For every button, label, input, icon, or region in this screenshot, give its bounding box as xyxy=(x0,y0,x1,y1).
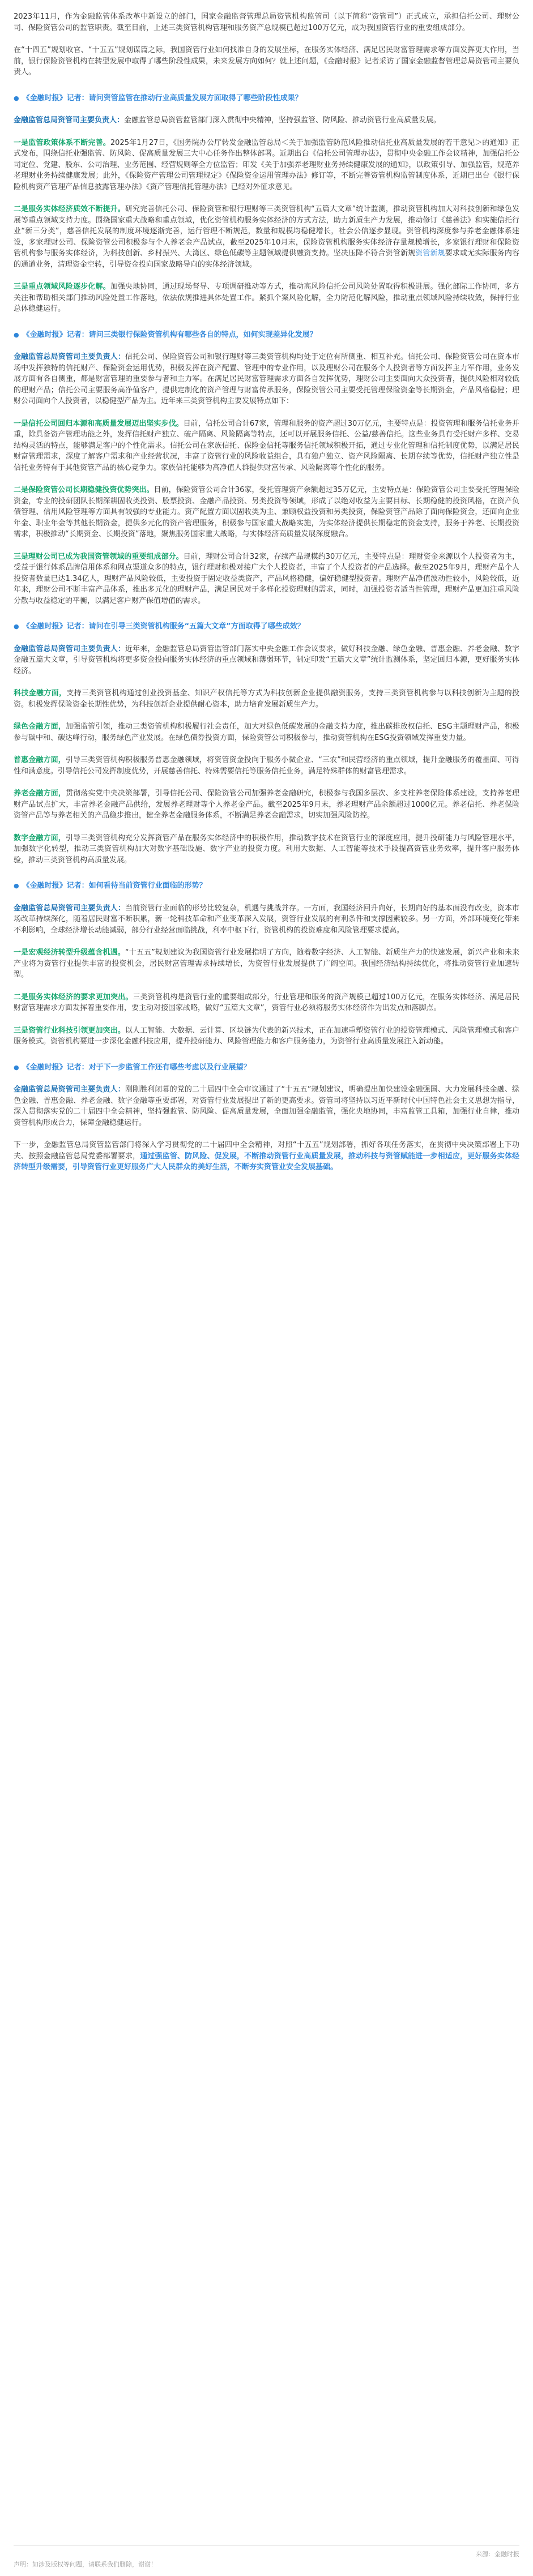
question-5 xyxy=(14,1062,519,1073)
bullet-icon: ● xyxy=(14,623,19,630)
article-body xyxy=(0,0,533,1173)
question-2-text: 《金融时报》记者：请问三类银行保险资管机构有哪些各自的特点，如何实现差异化发展？ xyxy=(22,330,317,339)
paragraph-5-lead: 二是保险资管公司长期稳健投资优势突出。 xyxy=(14,486,154,494)
paragraph-11-text: 引导三类资管机构充分发挥资管产品在服务实体经济中的积极作用，推动数字技术在资管行业的深度应用，提升投研能力与风险管理水平，加强数字化转型，推动三类资管机构加大对数字基础设施、数字产业的投资力度。利用大数据、人工智能等技术手段提高资管业务效率，提升客户服务体验，推动三类资管机构高质量发展。 xyxy=(14,833,519,865)
paragraph-13 xyxy=(14,992,519,1014)
paragraph-12-lead: 一是宏观经济转型升级蕴含机遇。 xyxy=(14,948,125,957)
paragraph-14-text: 以人工智能、大数据、云计算、区块链为代表的新兴技术，正在加速重塑资管行业的投资管理模式、风险管理模式和客户服务模式。资管机构要进一步深化金融科技应用，提升投研能力、风险管理能力和客户服务能力，为资管行业高质量发展注入新动能。 xyxy=(14,1026,519,1046)
paragraph-8-text: 加强监管引领，推动三类资管机构积极履行社会责任，加大对绿色低碳发展的金融支持力度，推出碳排放权信托、ESG主题理财产品，积极参与碳中和、碳达峰行动，服务绿色产业发展。在绿色债券投资方面，保险资管公司积极参与，推动资管机构在ESG投资领域发挥重要力量。 xyxy=(14,722,519,742)
answer-3-text: 近年来，金融监管总局资管监管部门落实中央金融工作会议要求，做好科技金融、绿色金融、普惠金融、养老金融、数字金融五篇大文章，引导资管机构将更多资金投向服务实体经济的重点领域和薄弱环节，制定印发“五篇大文章”统计监测体系，坚定回归本源，更好服务实体经济。 xyxy=(14,644,519,675)
paragraph-7-lead: 科技金融方面， xyxy=(14,689,67,698)
answer-5 xyxy=(14,1084,519,1128)
source-credit: 来源：金融时报 xyxy=(476,2551,519,2558)
question-1 xyxy=(14,93,519,104)
paragraph-15-text: 下一步，金融监管总局资管监管部门将深入学习贯彻党的二十届四中全会精神，对照“十五五”规划部署，抓好各项任务落实，在贯彻中央决策部署上下功夫、按照金融监管总局党委部署要求， xyxy=(14,1141,519,1161)
paragraph-5 xyxy=(14,485,519,540)
question-3 xyxy=(14,621,519,632)
copyright-notice: 声明：如涉及版权等问题，请联系我们删除，谢谢！ xyxy=(14,2561,157,2568)
answer-3-role: 金融监管总局资管司主要负责人： xyxy=(14,644,126,653)
paragraph-1-lead: 一是监管政策体系不断完善。 xyxy=(14,138,110,147)
intro-paragraph-1: 2023年11月，作为金融监管体系改革中新设立的部门，国家金融监督管理总局资管机构监管司（以下简称“资管司”）正式成立，承担信托公司、理财公司、保险资管公司的监管职责。截至目前，上述三类资管机构管理和服务资产总规模已超过100万亿元，成为我国资管行业的重要组成部分。 xyxy=(14,12,519,32)
paragraph-11-lead: 数字金融方面， xyxy=(14,833,66,842)
paragraph-14 xyxy=(14,1025,519,1047)
paragraph-2-lead: 二是服务实体经济质效不断提升。 xyxy=(14,205,125,213)
paragraph-2-text: 研究完善信托公司、保险资管和银行理财等三类资管机构“五篇大文章”统计监测，推动资管机构加大对科技创新和绿色发展等重点领域支持力度。围绕国家重大战略和重点领域，优化资管机构服务实体经济的方式方法，助力新质生产力发展，推动修订《慈善法》和实施信托行业“新三分类”，慈善信托发展的制度环境逐渐完善，运行管理不断规范，数量和规模均稳健增长，社会公信逐步显现。资管机构深度参与养老金融体系建设，多家理财公司、保险资管公司积极参与个人养老金产品试点，截至2025年10月末，保险资管机构服务实体经济存量规模增长，多家银行理财和保险资管机构参与服务实体经济，为科技创新、乡村振兴、大湾区、绿色低碳等主题领域提供融资支持。坚决压降不符合资管新规 xyxy=(14,205,519,258)
answer-2-role: 金融监管总局资管司主要负责人： xyxy=(14,353,126,361)
paragraph-3-lead: 三是重点领域风险逐步化解。 xyxy=(14,283,110,291)
paragraph-15 xyxy=(14,1140,519,1173)
paragraph-14-lead: 三是资管行业科技引领更加突出。 xyxy=(14,1026,126,1035)
paragraph-4-lead: 一是信托公司回归本源和高质量发展迈出坚实步伐。 xyxy=(14,419,184,428)
paragraph-5-text: 目前，保险资管公司合计36家，受托管理资产余额超过35万亿元，主要特点是：保险资管公司主要受托管理保险资金，专业的投研团队长期深耕固收类投资、股票投资、金融产品投资、另类投资等领域，形成了以绝对收益为主要目标、长期稳健的投资风格，在资产负债管理、信用风险管理等方面具有较强的专业能力。资产配置方面以固收类为主、兼顾权益投资和另类投资，保险资管产品除了面向保险资金，还面向企业年金、职业年金等其他长期资金，提供多元化的资产管理服务，积极参与国家重大战略实施，为实体经济提供长期稳定的资金支持，服务于养老、长期投资需求，积极推动“长期资金、长期投资”落地，聚焦服务国家重大战略，与实体经济高质量发展深度融合。 xyxy=(14,486,519,538)
answer-1-text: 金融监管总局资管监管部门深入贯彻中央精神，坚持强监管、防风险、推动资管行业高质量发展。 xyxy=(124,116,441,125)
answer-5-role: 金融监管总局资管司主要负责人： xyxy=(14,1085,125,1094)
paragraph-8-lead: 绿色金融方面， xyxy=(14,722,66,731)
paragraph-15-highlight: 通过强监管、防风险、促发展，不断推动资管行业高质量发展，推动科技与资管赋能进一步相适应，更好服务实体经济转型升级需要，引导资管行业更好服务广大人民群众的美好生活，不断夯实资管业安全发展基础。 xyxy=(14,1152,519,1171)
paragraph-9-text: 引导三类资管机构积极服务普惠金融领域，将资管资金投向于服务小微企业、“三农”和民营经济的重点领域，提升金融服务的覆盖面、可得性和满意度。引导信托公司发挥制度优势，开展慈善信托、特殊需要信托等服务信托业务，满足特殊群体的财富管理需求。 xyxy=(14,756,519,776)
bullet-icon: ● xyxy=(14,882,19,889)
paragraph-6 xyxy=(14,551,519,607)
footer-divider xyxy=(14,2545,519,2546)
answer-4-role: 金融监管总局资管司主要负责人： xyxy=(14,904,126,913)
paragraph-3-text: 加强央地协同，通过现场督导、专项调研推动等方式，推动高风险信托公司风险处置取得积极进展。强化部际工作协同，多方关注和帮助相关部门推动风险处置工作落地，依法依规推进具体处置工作。紧抓个案风险化解，全力防范化解风险，推动重点领域风险持续收敛，保持行业总体稳健运行。 xyxy=(14,283,519,313)
paragraph-13-lead: 二是服务实体经济的要求更加突出。 xyxy=(14,992,133,1002)
paragraph-9 xyxy=(14,755,519,777)
paragraph-11 xyxy=(14,833,519,866)
paragraph-1 xyxy=(14,138,519,193)
paragraph-7-text: 支持三类资管机构通过创业投资基金、知识产权信托等方式为科技创新企业提供融资服务，支持三类资管机构参与以科技创新为主题的投资。积极发挥保险资金长期性优势，为科技创新企业提供耐心资本，助力培育发展新质生产力。 xyxy=(14,689,519,709)
paragraph-10 xyxy=(14,788,519,821)
question-4 xyxy=(14,880,519,892)
answer-1 xyxy=(14,115,519,126)
article-footer xyxy=(14,2545,519,2571)
question-5-text: 《金融时报》记者：对于下一步监管工作还有哪些考虑以及行业展望？ xyxy=(22,1063,251,1072)
bullet-icon: ● xyxy=(14,331,19,339)
paragraph-6-lead: 三是理财公司已成为我国资管领域的重要组成部分。 xyxy=(14,552,184,561)
paragraph-12-text: “十五五”规划建议为我国资管行业发展指明了方向，随着数字经济、人工智能、新质生产力的快速发展，新兴产业和未来产业将为资管行业提供丰富的投资机会，居民财富管理需求持续增长，为资管行业发展提供了广阔空间。我国经济结构持续优化，将推动资管行业加速转型。 xyxy=(14,948,519,979)
regulation-link[interactable]: 资管新规 xyxy=(415,249,445,258)
paragraph-12 xyxy=(14,947,519,981)
paragraph-2-tail: 要求或无实际服务内容的通道业务，清理资金空转，引导资金投向国家战略导向的实体经济领域。 xyxy=(14,249,519,269)
answer-2 xyxy=(14,352,519,407)
answer-5-text: 刚刚胜利闭幕的党的二十届四中全会审议通过了“十五五”规划建议，明确提出加快建设金融强国、大力发展科技金融、绿色金融、普惠金融、养老金融、数字金融等重要部署，对资管行业发展提出了新的更高要求。资管司将坚持以习近平新时代中国特色社会主义思想为指导，深入贯彻落实党的二十届四中全会精神，坚持强监管、防风险、促高质量发展，全面加强金融监管，强化央地协同，丰富监管工具箱，加强行业自律，推动资管机构形成合力，保障金融稳健运行。 xyxy=(14,1085,519,1127)
question-4-text: 《金融时报》记者：如何看待当前资管行业面临的形势？ xyxy=(22,882,207,890)
bullet-icon: ● xyxy=(14,94,19,102)
paragraph-10-text: 贯彻落实党中央决策部署，引导信托公司、保险资管公司加强养老金融研究，积极参与我国多层次、多支柱养老保险体系建设，支持养老理财产品试点扩大，丰富养老金融产品供给，发展养老理财等个人养老金产品。截至2025年9月末，养老理财产品余额超过1000亿元。养老信托、养老保险资管产品等与养老相关的产品稳步推出，健全养老金融服务体系，不断满足养老金融需求，切实加强风险防控。 xyxy=(14,789,519,820)
answer-4 xyxy=(14,903,519,936)
paragraph-7 xyxy=(14,688,519,710)
paragraph-3 xyxy=(14,281,519,315)
paragraph-13-text: 三类资管机构是资管行业的重要组成部分，行业管理和服务的资产规模已超过100万亿元，在服务实体经济、满足居民财富管理需求方面发挥着重要作用，要主动对接国家战略，做好“五篇大文章”，资管行业必须将服务实体经济作为出发点和落脚点。 xyxy=(14,992,519,1012)
paragraph-1-text: 2025年1月27日，《国务院办公厅转发金融监管总局＜关于加强监管防范风险推动信托业高质量发展的若干意见＞的通知》正式发布，围绕信托业强监管、防风险、促高质量发展三大中心任务作出整体部署。近期出台《信托公司管理办法》，贯彻中央金融工作会议精神，加强信托公司定位、党建、股东、公司治理、业务范围、经营规则等全方位监管；印发《关于加强养老理财业务持续健康发展的通知》，以政策引导、加强监管，规范养老理财业务持续健康发展；此外，《保险资产管理公司管理规定》《保险资金运用管理办法》修订等，不断完善资管机构监管制度体系，近期已出台《银行保险机构资产管理产品信息披露管理办法》《资产管理信托管理办法》已经对外征求意见。 xyxy=(14,138,519,191)
paragraph-2 xyxy=(14,204,519,270)
answer-1-role: 金融监管总局资管司主要负责人： xyxy=(14,116,125,125)
question-2 xyxy=(14,330,519,341)
paragraph-6-text: 目前，理财公司合计32家，存续产品规模约30万亿元，主要特点是：理财资金来源以个人投资者为主，受益于银行体系品牌信用体系和网点渠道众多的特点，银行理财积极对接广大个人投资者，丰富了个人投资者的产品选择。截至2025年9月，理财产品个人投资者数量已达1.34亿人，理财产品风险较低，主要投资于固定收益类资产，产品风格稳健，偏好稳健型投资者。理财产品净值波动性较小，风险较低，近年来，理财公司不断丰富产品体系，推出多元化的理财产品，满足居民对于多样化投资理财的需求，同时，加强投资者适当性管理，理财产品更加注重风险分散与收益稳定的平衡，以满足客户财产保值增值的需求。 xyxy=(14,552,519,605)
answer-2-text: 信托公司、保险资管公司和银行理财等三类资管机构均处于定位有所侧重、相互补充。信托公司、保险资管公司在资本市场中发挥独特的信托财产、保险资金运用优势，积极发挥在资产配置、管理中的专业作用，以及理财公司在服务个人投资者等方面发挥主力军作用，业务发展方面有各自侧重，都是财富管理的重要参与者和主力军。在满足居民财富管理需求方面各自发挥优势，理财公司主要面向大众投资者，提供风险相对较低的理财产品；信托公司主要服务高净值客户，提供定制化的资产管理与财富传承服务，保险资管公司主要受托管理保险资金等长期资金，产品风格稳健；理财公司面向个人投资者，以稳健型产品为主。近年来三类资管机构主要发展特点如下： xyxy=(14,353,519,405)
paragraph-10-lead: 养老金融方面， xyxy=(14,789,66,798)
bullet-icon: ● xyxy=(14,1063,19,1071)
paragraph-4-text: 目前，信托公司合计67家，管理和服务的资产超过30万亿元，主要特点是：投资管理和服务信托业务并重，除具备资产管理功能之外，发挥信托财产独立、破产隔离、风险隔离等特点，还可以开展服务信托、公益/慈善信托。这些业务具有受托财产多样、交易结构灵活的特点，能够满足客户的个性化需求。信托公司在家族信托、保险金信托等服务信托领域积极开拓，通过专业化管理和信托制度优势，以满足居民财富管理需求，深度了解客户需求和产业经营状况，丰富了资管行业的风险收益组合，具有独户独立、资产风险隔离、长期存续等优势，信托财产独立性是信托业务特有于其他资管产品的核心竞争力。家族信托能够为高净值人群提供财富传承、风险隔离等个性化的服务。 xyxy=(14,419,519,472)
answer-4-text: 当前资管行业面临的形势比较复杂，机遇与挑战并存。一方面，我国经济回升向好，长期向好的基本面没有改变，资本市场改革持续深化，随着居民财富不断积累，新一轮科技革命和产业变革深入发展，资管行业发展的有利条件和支撑因素较多。另一方面，外部环境变化带来不利影响，全球经济增长动能减弱，部分行业经营面临挑战，利率中枢下行，资管机构的投资难度和风险管理要求提高。 xyxy=(14,904,519,935)
paragraph-4 xyxy=(14,418,519,474)
paragraph-8 xyxy=(14,721,519,743)
paragraph-9-lead: 普惠金融方面， xyxy=(14,756,66,764)
intro-paragraph-2: 在“十四五”规划收官、“十五五”规划谋篇之际，我国资管行业如何找准自身的发展坐标，在服务实体经济、满足居民财富管理需求等方面发挥更大作用，当前，银行保险资管机构在转型发展中取得了哪些阶段性成果，未来发展方向如何？就上述问题，《金融时报》记者采访了国家金融监督管理总局资管司主要负责人。 xyxy=(14,46,519,76)
question-3-text: 《金融时报》记者：请问在引导三类资管机构服务“五篇大文章”方面取得了哪些成效？ xyxy=(22,622,305,631)
answer-3 xyxy=(14,644,519,677)
question-1-text: 《金融时报》记者：请问资管监管在推动行业高质量发展方面取得了哪些阶段性成果？ xyxy=(22,93,302,102)
